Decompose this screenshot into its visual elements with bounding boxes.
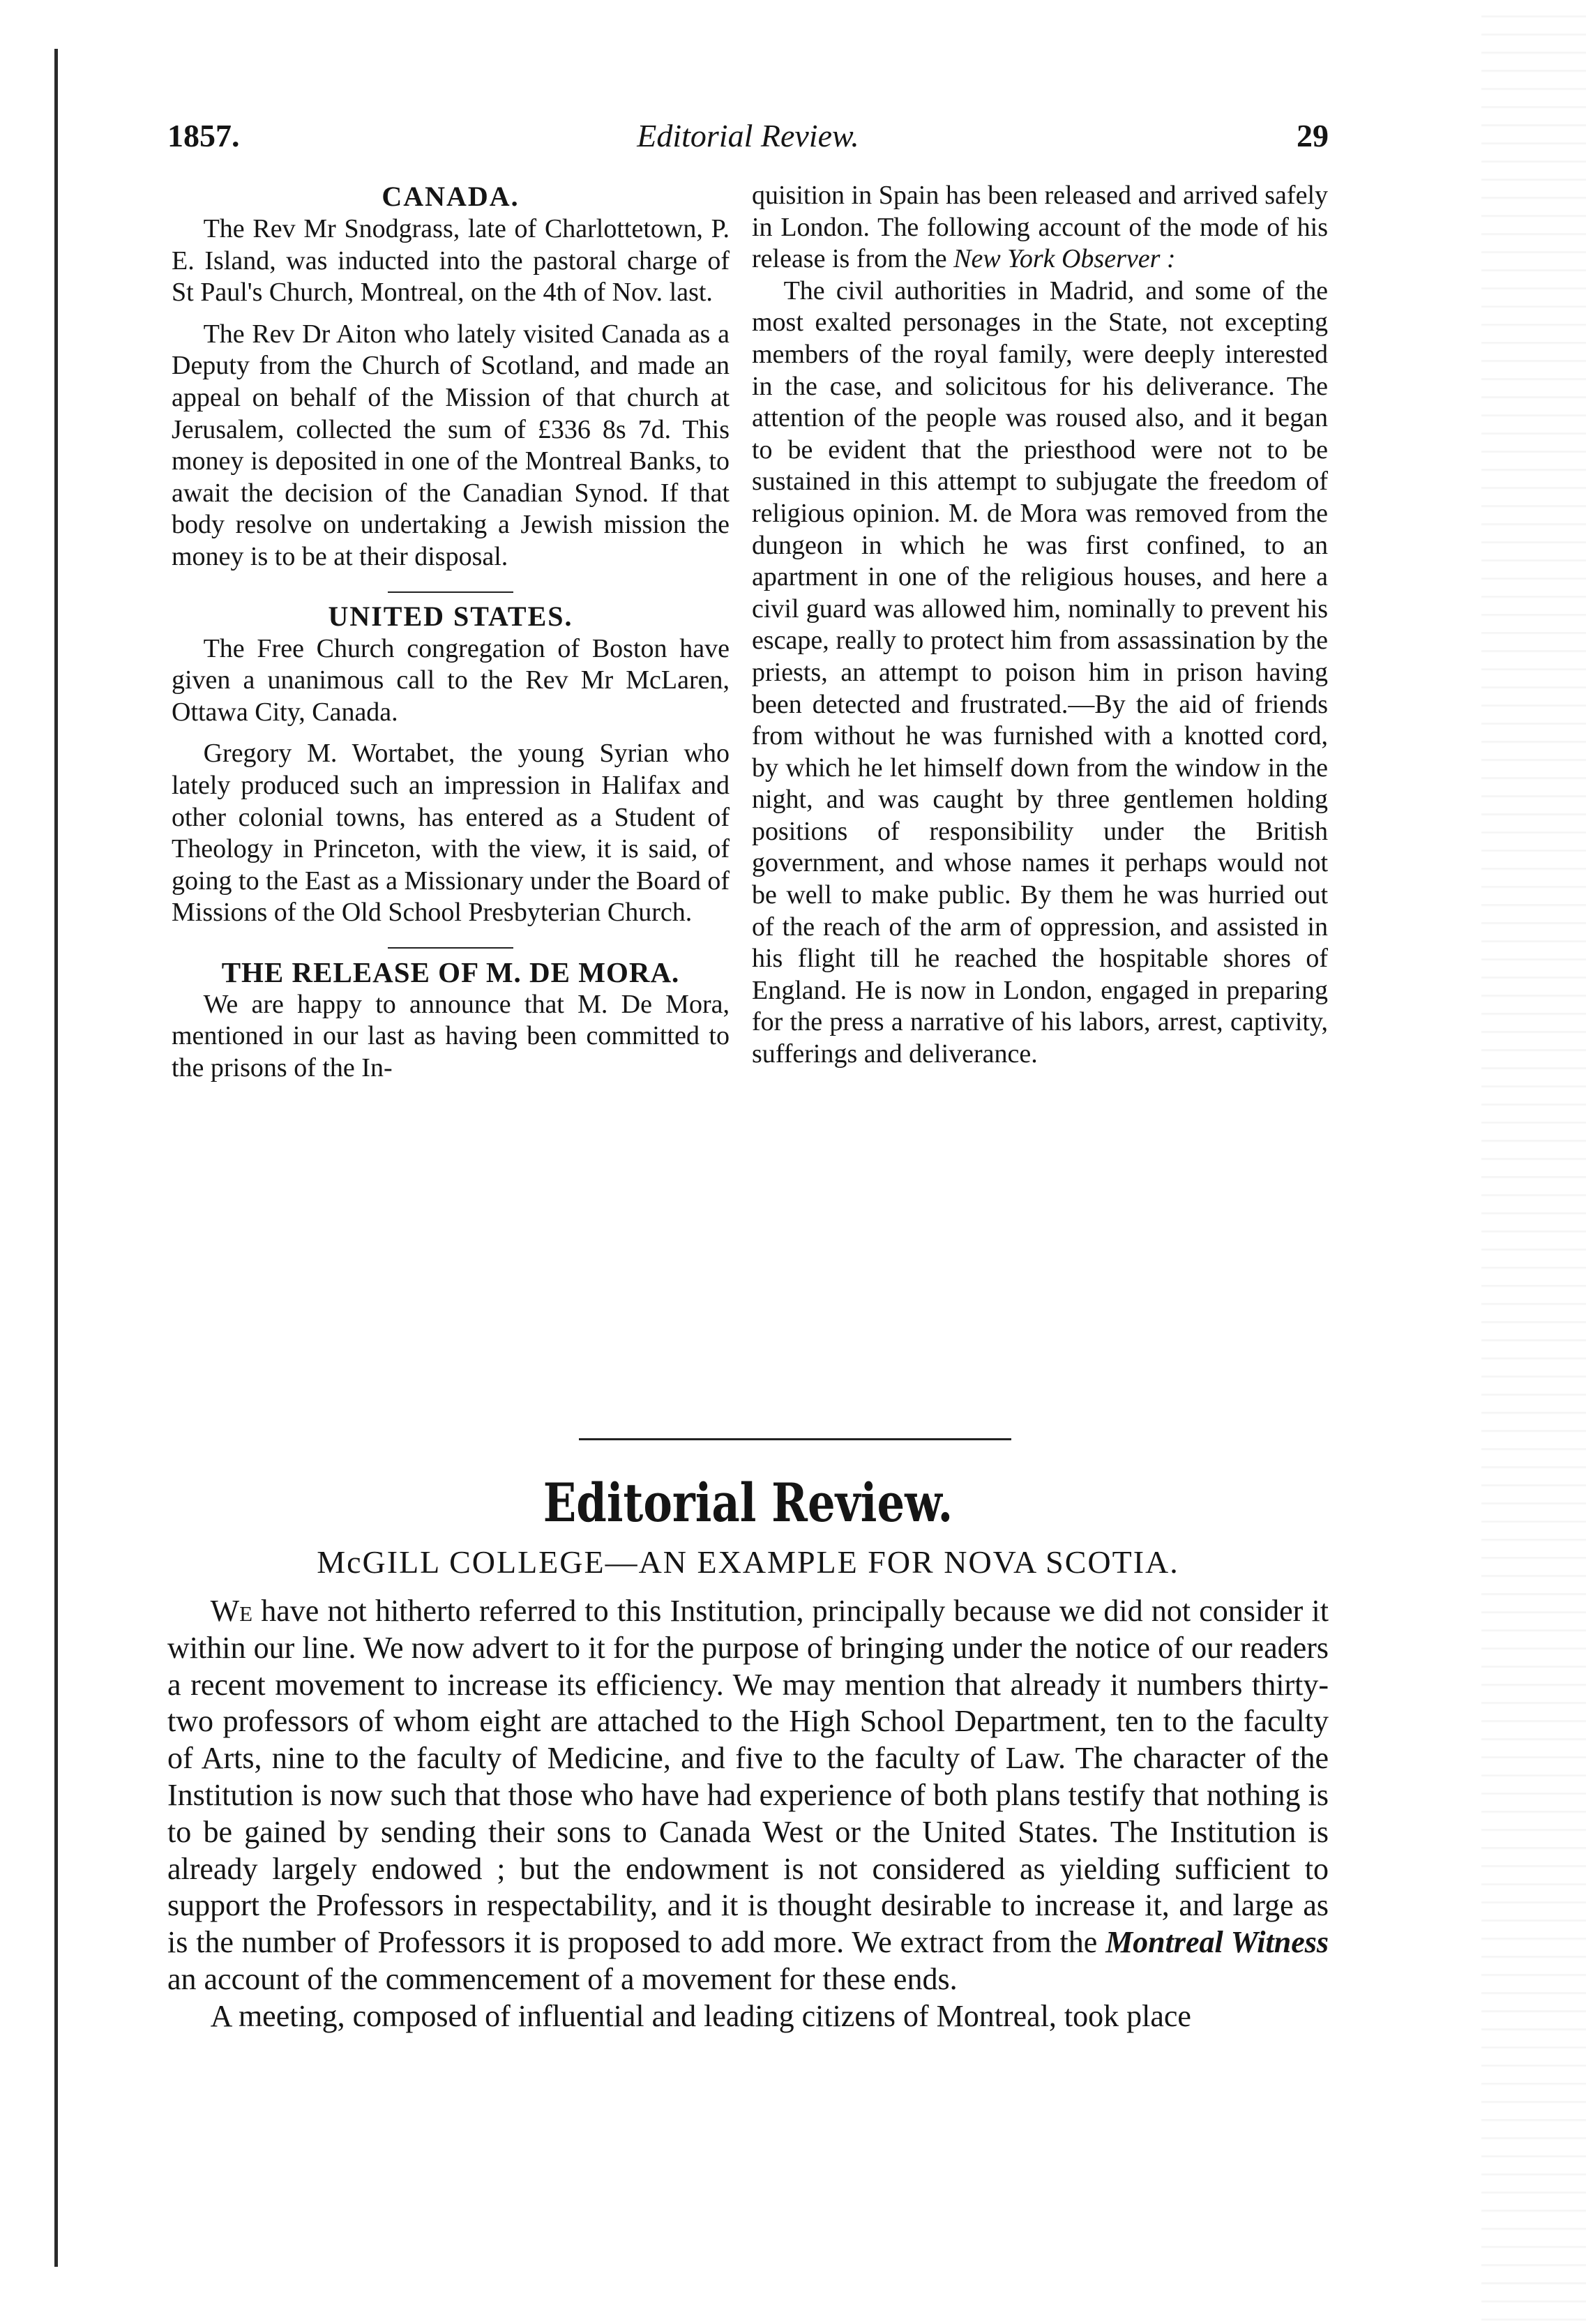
article-heading: McGILL COLLEGE—AN EXAMPLE FOR NOVA SCOTIA.: [317, 1544, 1179, 1580]
release-text: quisition in Spain has been released and arrived safely in London. The following account of the mode of his release is from the: [752, 181, 1328, 274]
paragraph-canada-2: The Rev Dr Aiton who lately visited Canada as a Deputy from the Church of Scotland, and made an appeal on behalf of the Mission of that church at Jerusalem, collected the sum of £336 8s 7d. This money is deposited in one of the Montreal Banks, to await the decision of the Canadian Synod. If that body resolve on undertaking a Jewish mission the money is to be at their disposal.: [172, 319, 730, 571]
paragraph-release-continued: [752, 180, 1328, 276]
right-column: [752, 180, 1328, 1071]
editorial-divider: [579, 1438, 1011, 1440]
article-text-a: have not hitherto referred to this Institution, principally because we did not consider it within our line. We now advert to it for the purpose of bringing under the notice of our readers a recent movement to increase its efficiency. We may mention that already it numbers thirty-two professors of whom eight are attached to the High School Department, ten to the faculty of Arts, nine to the faculty of Medicine, and five to the faculty of Law. The character of the Institution is now such that those who have had experience of both plans testify that nothing is to be gained by sending their sons to Canada West or the United States. The Institution is already largely endowed ; but the endowment is not considered as yielding sufficient to support the Professors in respectability, and it is thought desirable to increase it, and large as is the number of Professors it is proposed to add more. We extract from the: [167, 1594, 1329, 1960]
left-column: [172, 180, 730, 1085]
running-head: [167, 115, 1329, 157]
article-paragraph-2: A meeting, composed of influential and leading citizens of Montreal, took place: [210, 1998, 1191, 2033]
running-head-year: 1857.: [167, 118, 240, 153]
binding-edge-line: [54, 49, 58, 2267]
section-divider: [388, 591, 513, 593]
article-paragraph-1: [167, 1593, 1329, 1998]
paragraph-release-account: The civil authorities in Madrid, and some of the most exalted personages in the State, not excepting members of the royal family, were deeply interested in the case, and solicitous for his deliverance. The attention of the people was roused also, and it began to be evident that the priesthood were not to be sustained in this attempt to subjugate the freedom of religious opinion. M. de Mora was removed from the dungeon in which he was first confined, to an apartment in one of the religious houses, and here a civil guard was allowed him, nominally to prevent his escape, really to protect him from assassination by the priests, an attempt to poison him in prison having been detected and frustrated.—By the aid of friends from without he was furnished with a knotted cord, by which he let himself down from the window in the night, and was caught by three gentlemen holding positions of responsibility under the British government, and whose names it perhaps would not be well to make public. By them he was hurried out of the reach of the arm of oppression, and assisted in his flight till he reached the hospitable shores of England. He is now in London, engaged in preparing for the press a narrative of his labors, arrest, captivity, sufferings and deliverance.: [752, 276, 1328, 1069]
page-edge-specks: [1481, 0, 1586, 2324]
page-number: 29: [1297, 118, 1329, 153]
article-text-b: an account of the commencement of a movement for these ends.: [167, 1961, 958, 1996]
section-heading-canada: CANADA.: [382, 181, 520, 212]
section-heading-release: THE RELEASE OF M. DE MORA.: [221, 956, 680, 988]
paragraph-united-states-2: Gregory M. Wortabet, the young Syrian who lately produced such an impression in Halifax and other colonial towns, has entered as a Student of Theology in Princeton, with the view, it is said, of going to the East as a Missionary under the Board of Missions of the Old School Presbyterian Church.: [172, 739, 730, 928]
paragraph-canada-1: The Rev Mr Snodgrass, late of Charlottetown, P. E. Island, was inducted into the pastoral charge of St Paul's Church, Montreal, on the 4th of Nov. last.: [172, 214, 730, 308]
section-divider: [388, 947, 513, 949]
source-newspaper: Montreal Witness: [1105, 1925, 1329, 1960]
running-head-title: Editorial Review.: [637, 118, 859, 153]
paragraph-release-1: We are happy to announce that M. De Mora, mentioned in our last as having been committed to the prisons of the In-: [172, 989, 730, 1083]
source-newspaper: New York Observer :: [953, 244, 1176, 274]
paragraph-united-states-1: The Free Church congregation of Boston have given a unanimous call to the Rev Mr McLaren, Ottawa City, Canada.: [172, 633, 730, 727]
editorial-title: Editorial Review.: [543, 1472, 953, 1534]
article-body: [167, 1593, 1329, 2035]
dropcap-word: We: [210, 1594, 253, 1628]
section-heading-united-states: UNITED STATES.: [328, 600, 573, 632]
